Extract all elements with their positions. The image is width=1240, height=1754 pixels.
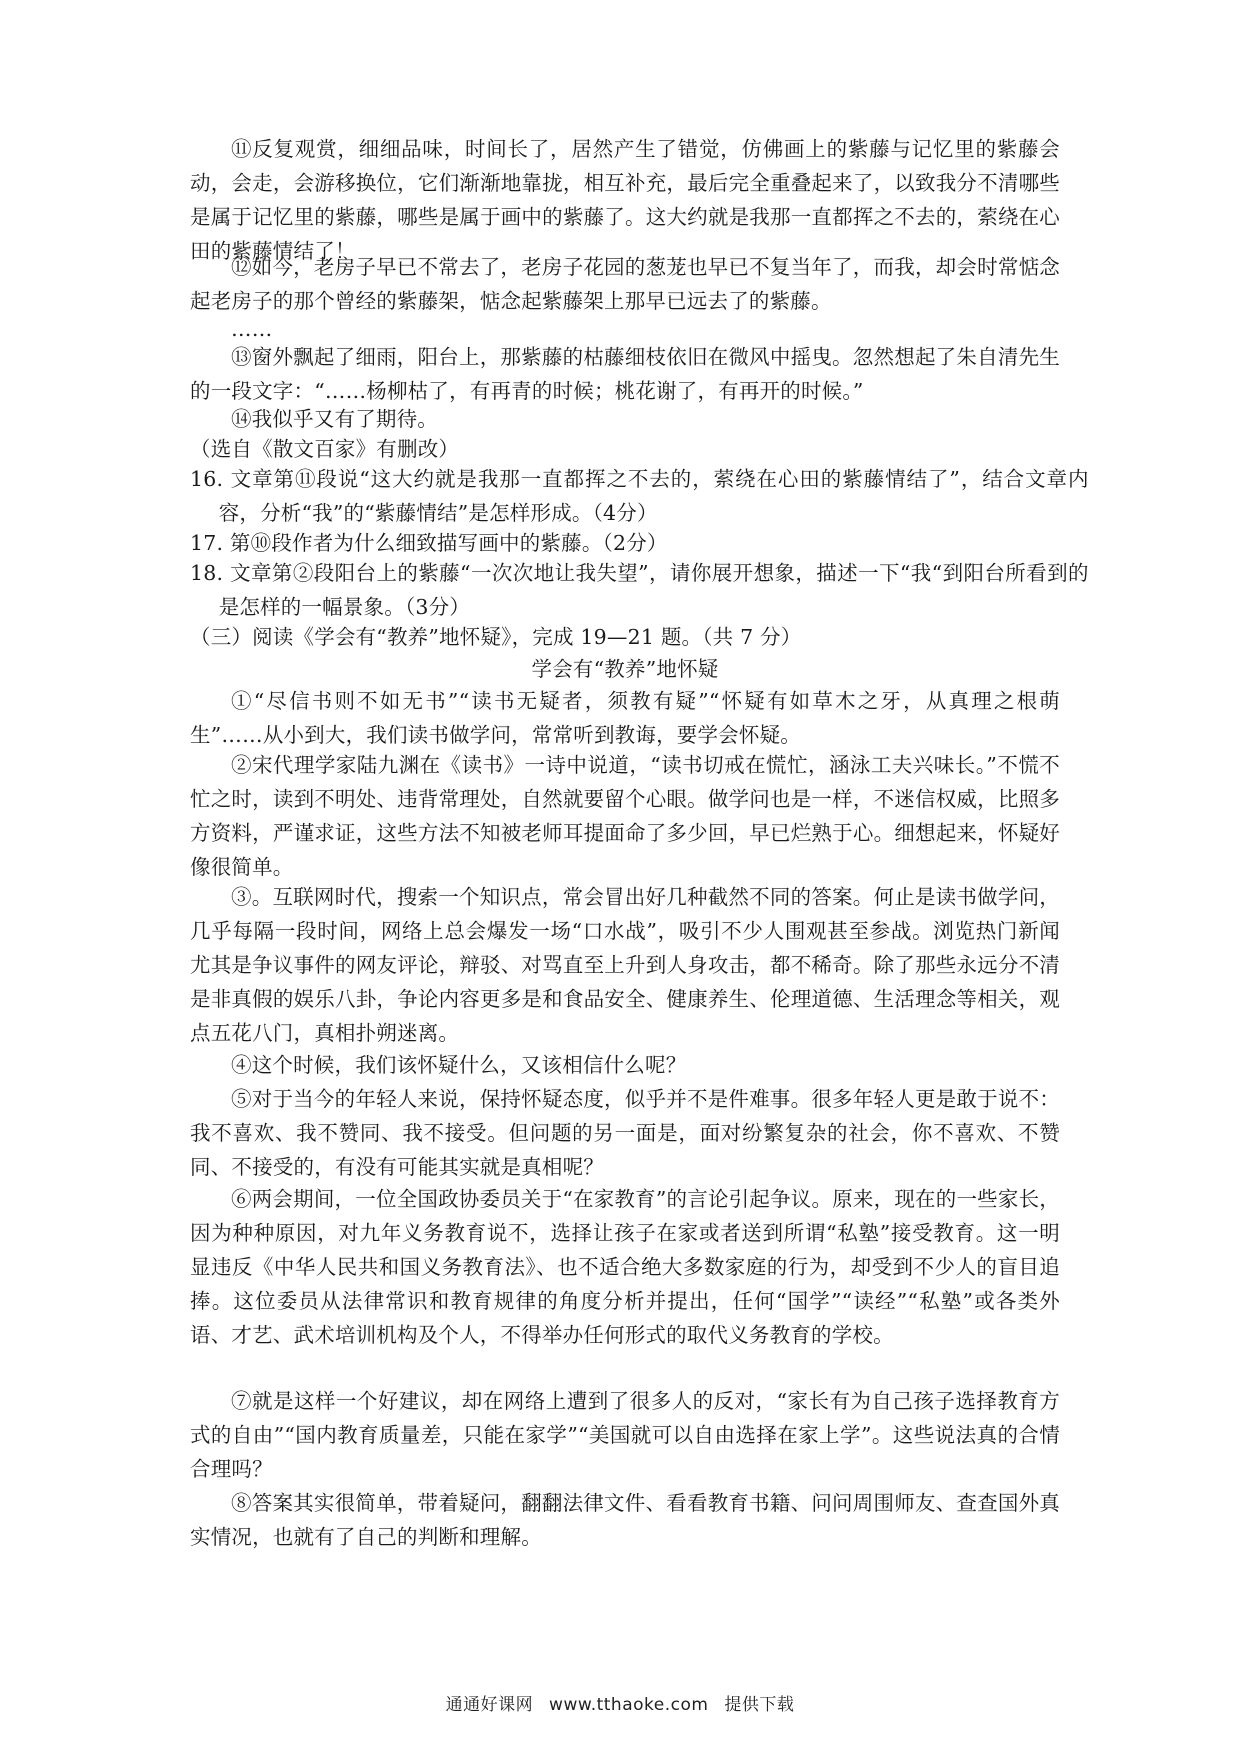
article-paragraph-6: ⑥两会期间，一位全国政协委员关于“在家教育”的言论引起争议。原来，现在的一些家长，因为种种原因，对九年义务教育说不，选择让孩子在家或者送到所谓“私塾”接受教育。这一明显违反《中华人民共和国义务教育法》、也不适合绝大多数家庭的行为，却受到不少人的盲目追捧。这位委员从法律常识和教育规律的角度分析并提出，任何“国学”“读经”“私塾”或各类外语、才艺、武术培训机构及个人，不得举办任何形式的取代义务教育的学校。 <box>190 1187 1060 1347</box>
question-16: 16. 文章第⑪段说“这大约就是我那一直都挥之不去的，萦绕在心田的紫藤情结了”，结合文章内容，分析“我”的“紫藤情结”是怎样形成。（4分） <box>190 467 1089 525</box>
article-paragraph-5: ⑤对于当今的年轻人来说，保持怀疑态度，似乎并不是件难事。很多年轻人更是敢于说不：我不喜欢、我不赞同、我不接受。但问题的另一面是，面对纷繁复杂的社会，你不喜欢、不赞同、不接受的，有没有可能其实就是真相呢？ <box>190 1087 1060 1179</box>
footer-site-name: 通通好课网 <box>445 1695 534 1715</box>
paragraph-11: ⑪反复观赏，细细品味，时间长了，居然产生了错觉，仿佛画上的紫藤与记忆里的紫藤会动，会走，会游移换位，它们渐渐地靠拢，相互补充，最后完全重叠起来了，以致我分不清哪些是属于记忆里的紫藤，哪些是属于画中的紫藤了。这大约就是我那一直都挥之不去的，萦绕在心田的紫藤情结了！ <box>190 137 1060 263</box>
section-heading: （三）阅读《学会有“教养”地怀疑》，完成 19—21 题。（共 7 分） <box>190 625 802 649</box>
paragraph-14: ⑭我似乎又有了期待。 <box>231 407 438 431</box>
article-title: 学会有“教养”地怀疑 <box>531 657 719 681</box>
article-paragraph-7: ⑦就是这样一个好建议，却在网络上遭到了很多人的反对，“家长有为自己孩子选择教育方式的自由”“国内教育质量差，只能在家学”“美国就可以自由选择在家上学”。这些说法真的合情合理吗？ <box>190 1389 1060 1481</box>
article-paragraph-3: ③。互联网时代，搜索一个知识点，常会冒出好几种截然不同的答案。何止是读书做学问，几乎每隔一段时间，网络上总会爆发一场“口水战”，吸引不少人围观甚至参战。浏览热门新闻尤其是争议事件的网友评论，辩驳、对骂直至上升到人身攻击，都不稀奇。除了那些永远分不清是非真假的娱乐八卦，争论内容更多是和食品安全、健康养生、伦理道德、生活理念等相关，观点五花八门，真相扑朔迷离。 <box>190 885 1060 1045</box>
footer-url[interactable]: www.tthaoke.com <box>549 1695 709 1715</box>
paragraph-13: ⑬窗外飘起了细雨，阳台上，那紫藤的枯藤细枝依旧在微风中摇曳。忽然想起了朱自清先生的一段文字：“……杨柳枯了，有再青的时候；桃花谢了，有再开的时候。” <box>190 345 1060 403</box>
article-paragraph-1: ①“尽信书则不如无书”“读书无疑者，须教有疑”“怀疑有如草木之牙，从真理之根萌生”……从小到大，我们读书做学问，常常听到教诲，要学会怀疑。 <box>190 689 1060 747</box>
paragraph-12: ⑫如今，老房子早已不常去了，老房子花园的葱茏也早已不复当年了，而我，却会时常惦念起老房子的那个曾经的紫藤架，惦念起紫藤架上那早已远去了的紫藤。 <box>190 255 1060 313</box>
article-paragraph-4: ④这个时候，我们该怀疑什么，又该相信什么呢？ <box>231 1053 687 1077</box>
ellipsis: …… <box>231 317 273 341</box>
article-paragraph-2: ②宋代理学家陆九渊在《读书》一诗中说道，“读书切戒在慌忙，涵泳工夫兴味长。”不慌不忙之时，读到不明处、违背常理处，自然就要留个心眼。做学问也是一样，不迷信权威，比照多方资料，严谨求证，这些方法不知被老师耳提面命了多少回，早已烂熟于心。细想起来，怀疑好像很简单。 <box>190 753 1060 879</box>
question-18: 18. 文章第②段阳台上的紫藤“一次次地让我失望”，请你展开想象，描述一下“我“到阳台所看到的是怎样的一幅景象。（3分） <box>190 561 1089 619</box>
source-note: （选自《散文百家》有删改） <box>190 437 460 461</box>
page-footer <box>0 1690 1240 1715</box>
article-paragraph-8: ⑧答案其实很简单，带着疑问，翻翻法律文件、看看教育书籍、问问周围师友、查查国外真实情况，也就有了自己的判断和理解。 <box>190 1491 1060 1549</box>
footer-suffix: 提供下载 <box>724 1695 795 1715</box>
question-17: 17. 第⑩段作者为什么细致描写画中的紫藤。（2分） <box>190 531 668 555</box>
